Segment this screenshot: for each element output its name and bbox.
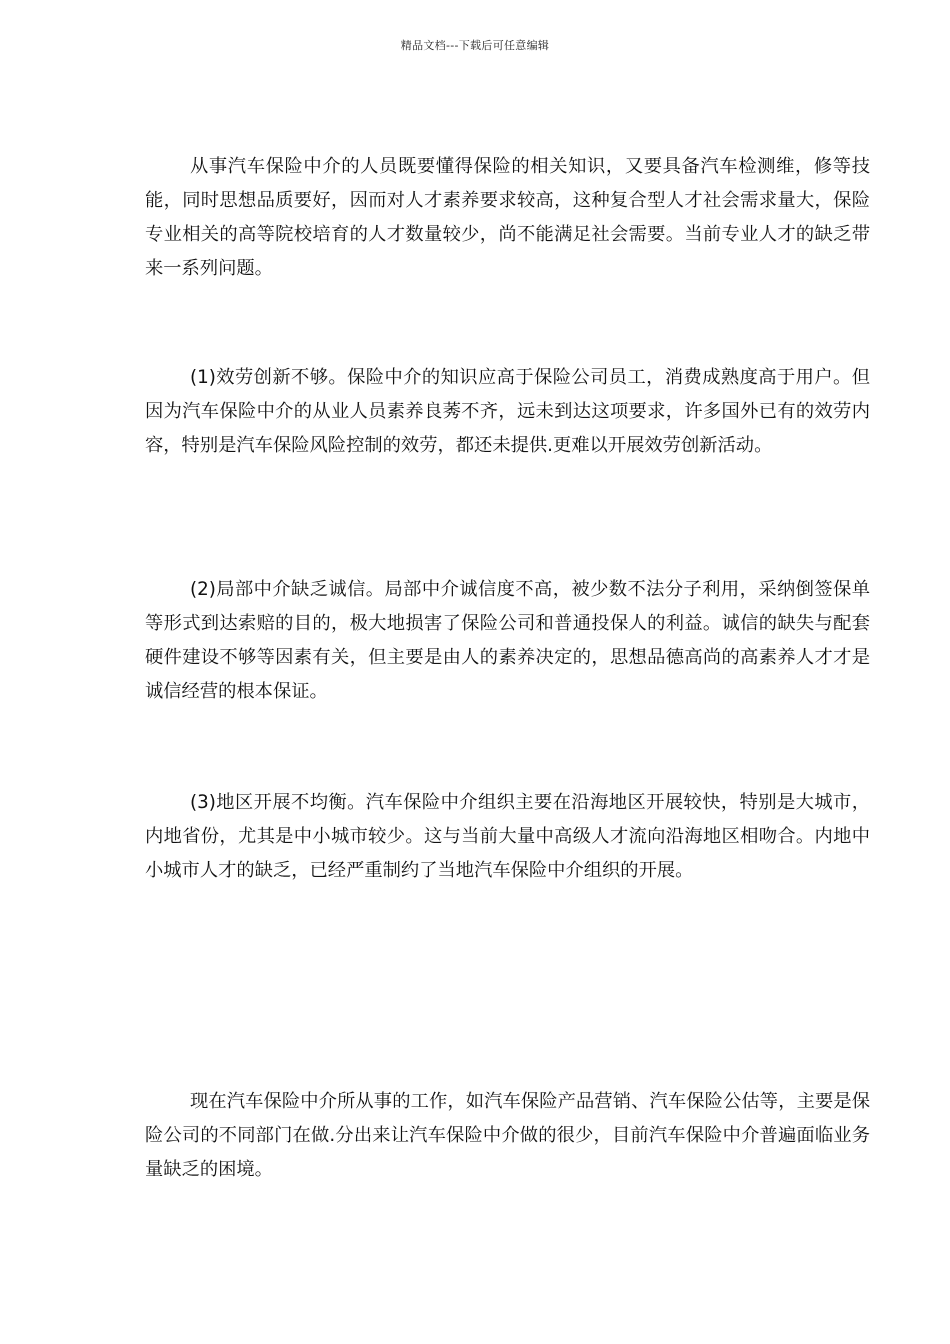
paragraph-regional-imbalance: (3)地区开展不均衡。汽车保险中介组织主要在沿海地区开展较快，特别是大城市，内地省份，尤其是中小城市较少。这与当前大量中高级人才流向沿海地区相吻合。内地中小城市人才的缺乏，已经严重制约了当地汽车保险中介组织的开展。 — [145, 792, 870, 881]
paragraph-service-innovation: (1)效劳创新不够。保险中介的知识应高于保险公司员工，消费成熟度高于用户。但因为汽车保险中介的从业人员素养良莠不齐，远未到达这项要求，许多国外已有的效劳内容，特别是汽车保险风险控制的效劳，都还未提供.更难以开展效劳创新活动。 — [145, 367, 870, 456]
paragraph-integrity: (2)局部中介缺乏诚信。局部中介诚信度不高，被少数不法分子利用，采纳倒签保单等形式到达索赔的目的，极大地损害了保险公司和普通投保人的利益。诚信的缺失与配套硬件建设不够等因素有关，但主要是由人的素养决定的，思想品德高尚的高素养人才才是诚信经营的根本保证。 — [145, 579, 870, 702]
paragraph-talent-shortage: 从事汽车保险中介的人员既要懂得保险的相关知识，又要具备汽车检测维，修等技能，同时思想品质要好，因而对人才素养要求较高，这种复合型人才社会需求量大，保险专业相关的高等院校培育的人才数量较少，尚不能满足社会需要。当前专业人才的缺乏带来一系列问题。 — [145, 156, 870, 279]
paragraph-business-volume: 现在汽车保险中介所从事的工作，如汽车保险产品营销、汽车保险公估等，主要是保险公司的不同部门在做.分出来让汽车保险中介做的很少，目前汽车保险中介普遍面临业务量缺乏的困境。 — [145, 1091, 870, 1180]
page-header: 精品文档---下载后可任意编辑 — [400, 39, 550, 52]
